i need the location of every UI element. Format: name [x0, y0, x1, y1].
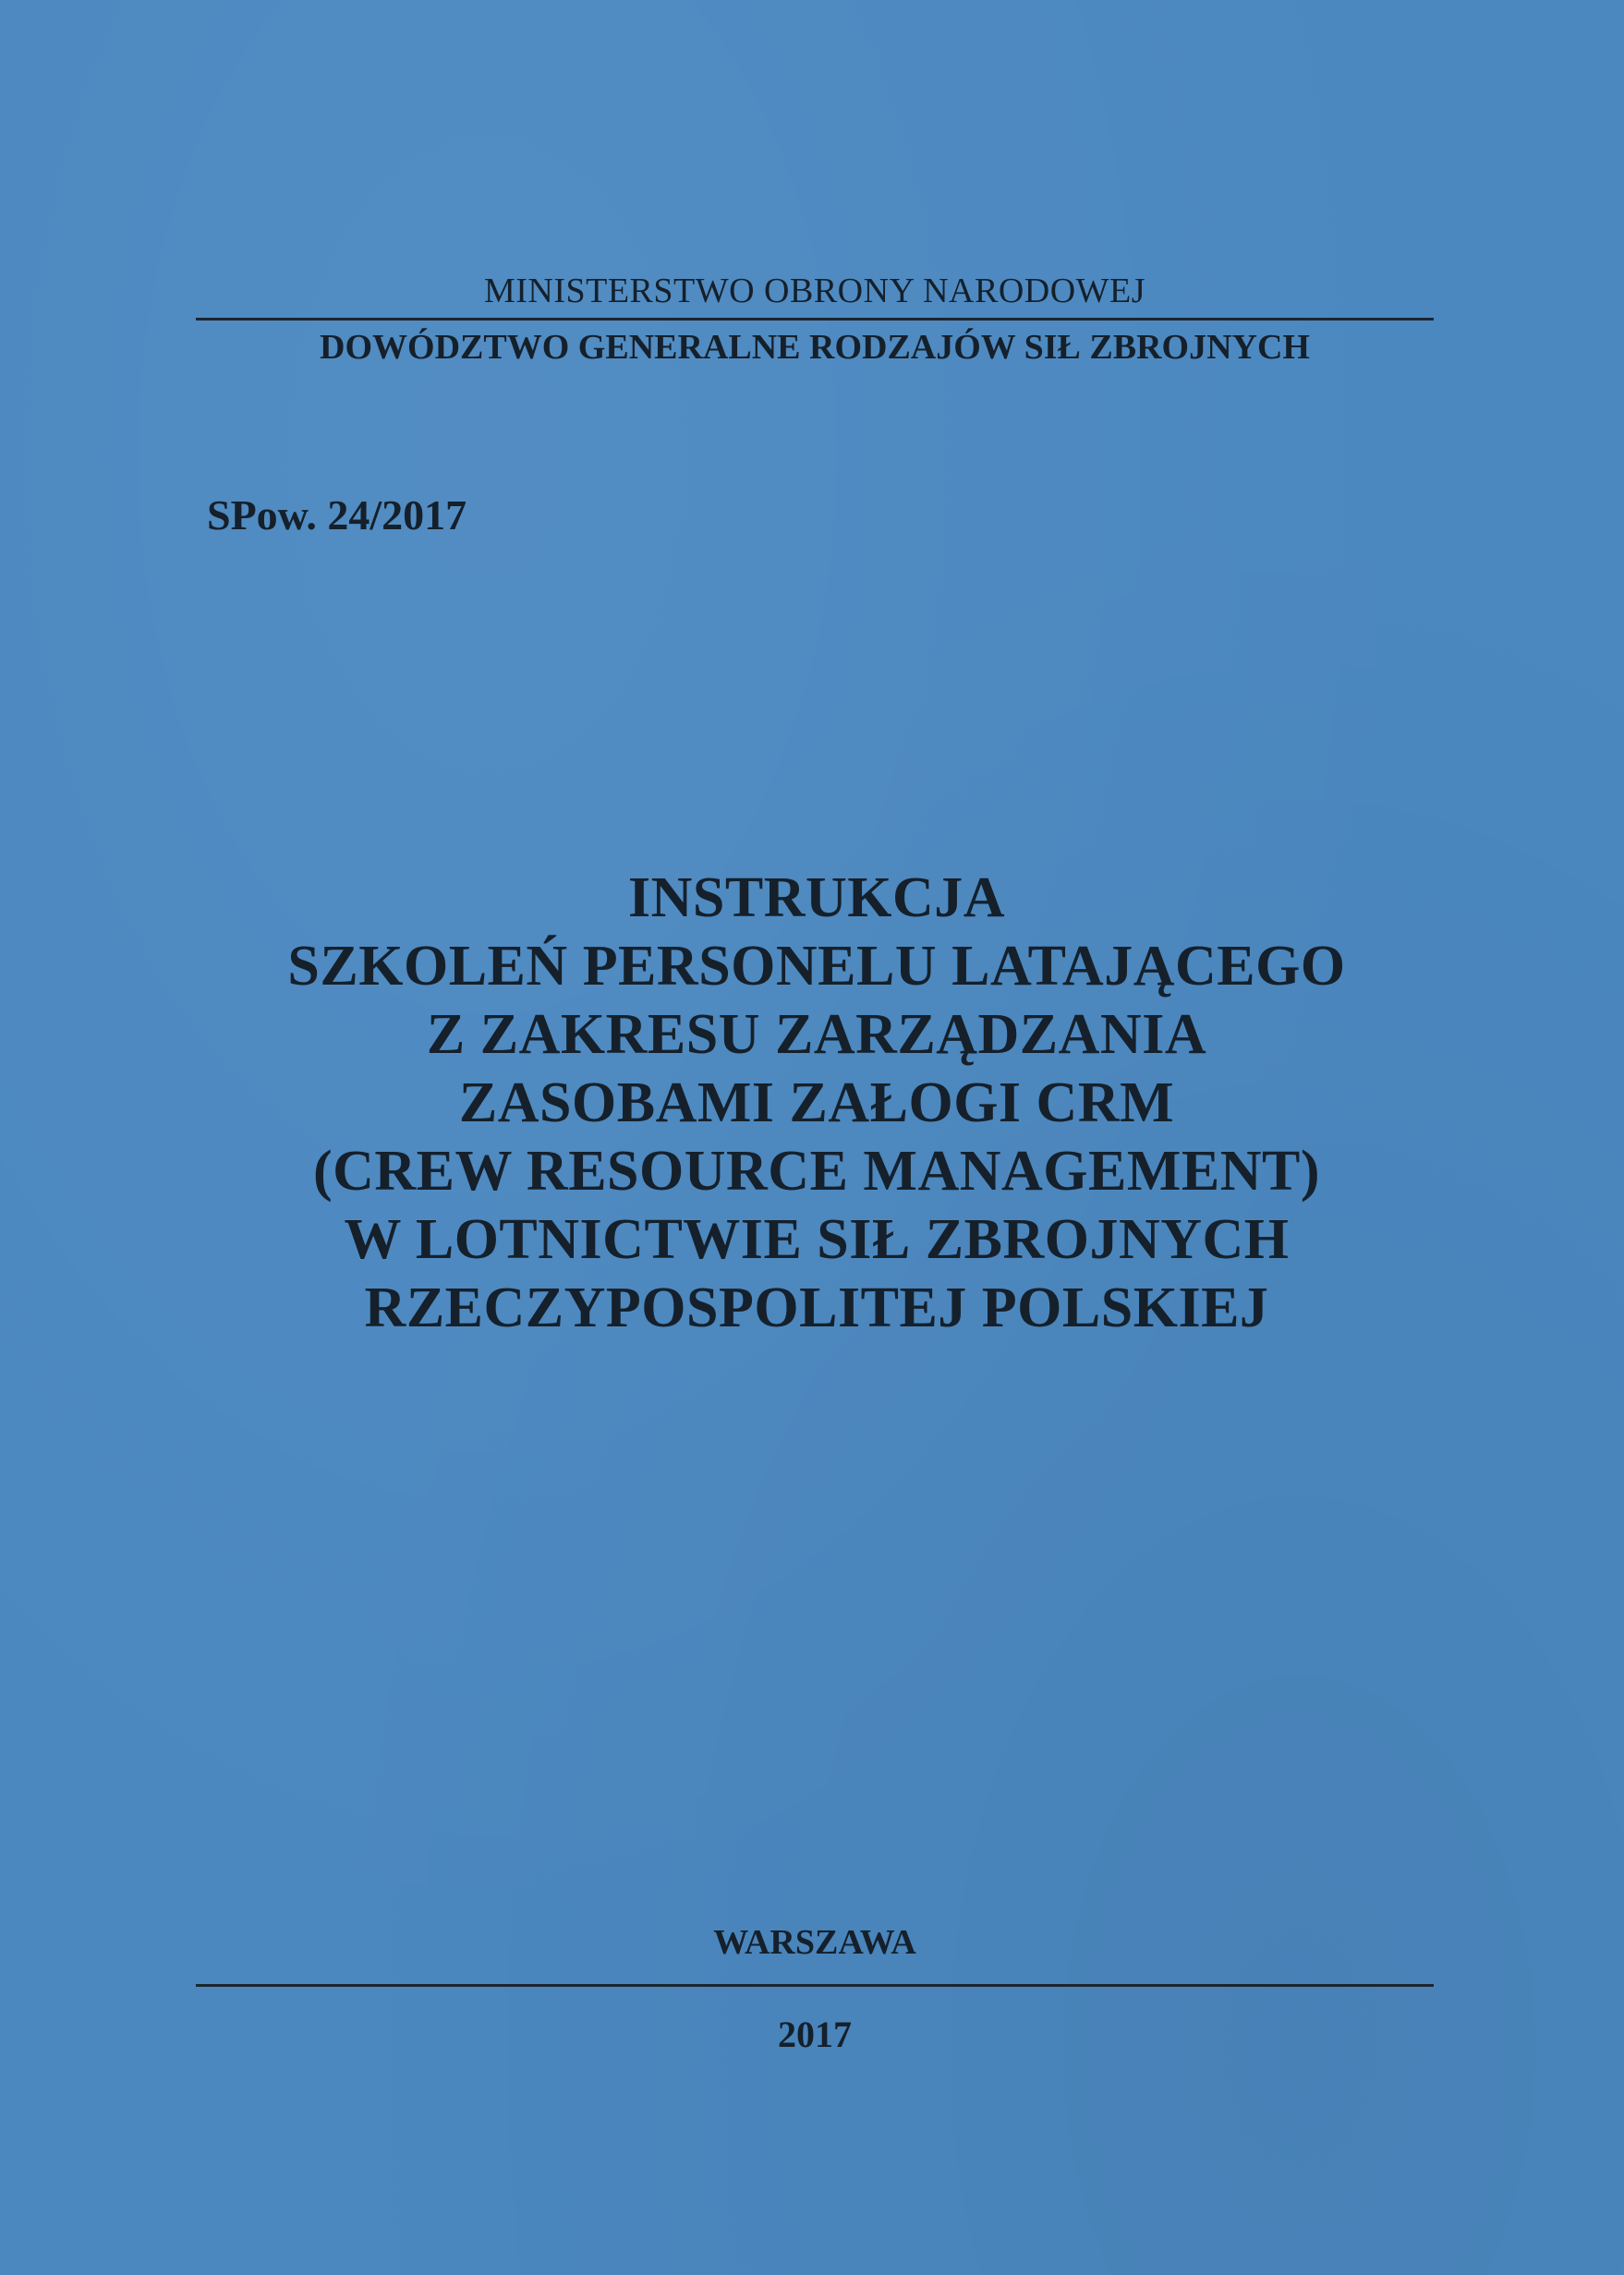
cover-footer [196, 1921, 1434, 2057]
cover-header [196, 270, 1434, 369]
title-line: W LOTNICTWIE SIŁ ZBROJNYCH [344, 1208, 1290, 1271]
ministry-name: MINISTERSTWO OBRONY NARODOWEJ [196, 270, 1434, 321]
title-line: RZECZYPOSPOLITEJ POLSKIEJ [364, 1277, 1269, 1339]
title-line: (CREW RESOURCE MANAGEMENT) [312, 1140, 1320, 1203]
document-title [139, 864, 1495, 1342]
title-line: Z ZAKRESU ZARZĄDZANIA [426, 1003, 1207, 1066]
command-name: DOWÓDZTWO GENERALNE RODZAJÓW SIŁ ZBROJNYCH [320, 328, 1310, 367]
title-line: ZASOBAMI ZAŁOGI CRM [458, 1071, 1175, 1134]
publication-year: 2017 [778, 2014, 852, 2055]
document-signature: SPow. 24/2017 [207, 491, 467, 538]
title-line: INSTRUKCJA [627, 866, 1006, 929]
publication-city: WARSZAWA [196, 1921, 1434, 1987]
title-line: SZKOLEŃ PERSONELU LATAJĄCEGO [287, 935, 1346, 998]
